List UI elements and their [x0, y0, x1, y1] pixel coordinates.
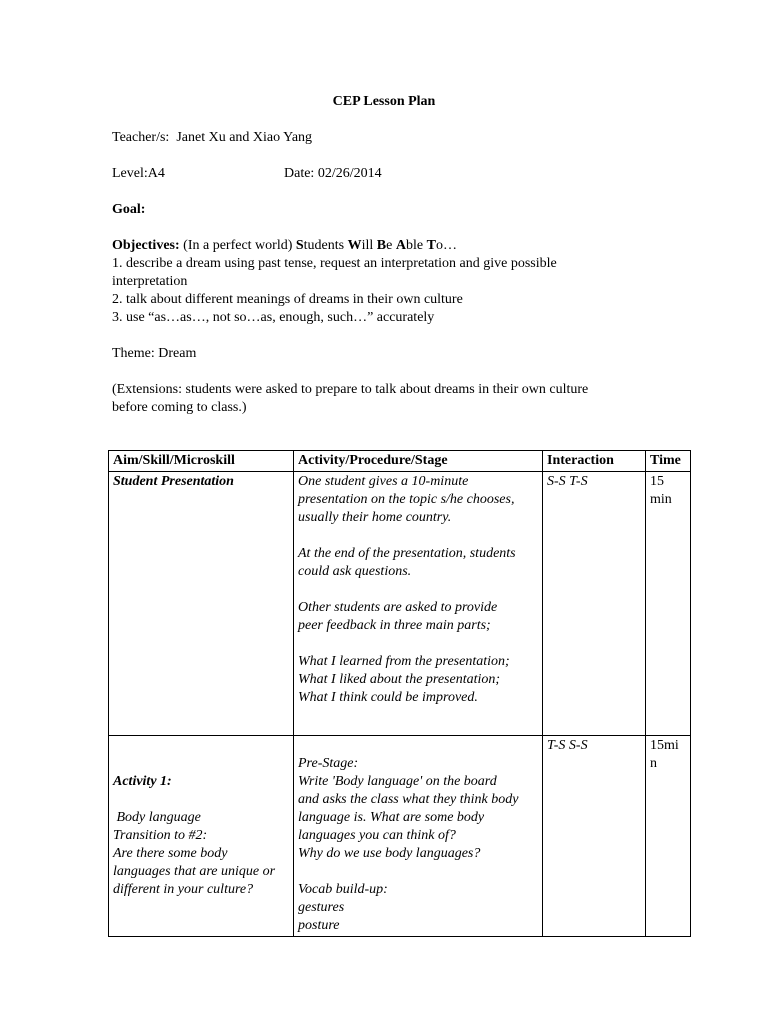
time-line: 15mi	[650, 738, 679, 753]
aim-line: different in your culture?	[113, 882, 254, 897]
objectives-intro: (In a perfect world)	[179, 238, 296, 253]
activity-line: Vocab build-up:	[298, 882, 388, 897]
swbat-rest: ble	[405, 238, 427, 253]
aim-line: languages that are unique or	[113, 864, 276, 879]
lesson-table	[108, 450, 691, 937]
aim-line: Transition to #2:	[113, 828, 208, 843]
activity-line: peer feedback in three main parts;	[298, 618, 491, 633]
teacher-value: Janet Xu and Xiao Yang	[176, 130, 313, 145]
level-value: A4	[147, 166, 165, 181]
activity-line: At the end of the presentation, students	[298, 546, 516, 561]
teacher-line	[112, 129, 312, 147]
header-activity: Activity/Procedure/Stage	[294, 451, 543, 472]
objective-item: 1. describe a dream using past tense, request an interpretation and give possible	[112, 256, 557, 271]
aim-line: Body language	[113, 810, 201, 825]
goal-label: Goal:	[112, 202, 146, 217]
table-header-row	[109, 451, 691, 472]
activity-line: and asks the class what they think body	[298, 792, 519, 807]
date-line	[284, 165, 382, 183]
activity-line: What I liked about the presentation;	[298, 672, 501, 687]
time-line: min	[650, 492, 672, 507]
activity-line: Pre-Stage:	[298, 756, 359, 771]
row1-time	[646, 472, 691, 736]
swbat-rest: ill	[361, 238, 377, 253]
row1-interaction: S-S T-S	[543, 472, 646, 736]
swbat-letter: B	[376, 238, 387, 253]
page-title: CEP Lesson Plan	[332, 94, 436, 109]
teacher-label: Teacher/s:	[112, 130, 170, 145]
time-line: n	[650, 756, 657, 771]
aim-line: Are there some body	[113, 846, 228, 861]
objective-item: 3. use “as…as…, not so…as, enough, such…” accurately	[112, 310, 435, 325]
header-aim: Aim/Skill/Microskill	[109, 451, 294, 472]
activity-line: language is. What are some body	[298, 810, 485, 825]
level-label: Level:	[112, 166, 148, 181]
activity-line: languages you can think of?	[298, 828, 456, 843]
swbat-rest: o…	[435, 238, 457, 253]
activity-title: Activity 1:	[113, 774, 172, 789]
table-row	[109, 736, 691, 937]
date-label: Date:	[284, 166, 315, 181]
activity-line: posture	[298, 918, 340, 933]
objective-item: 2. talk about different meanings of dreams in their own culture	[112, 292, 463, 307]
date-value: 02/26/2014	[317, 166, 382, 181]
header-interaction: Interaction	[543, 451, 646, 472]
activity-line: What I think could be improved.	[298, 690, 478, 705]
extensions-line: before coming to class.)	[112, 400, 247, 415]
activity-line: gestures	[298, 900, 345, 915]
swbat-letter: W	[347, 238, 362, 253]
theme-line: Theme: Dream	[112, 346, 197, 361]
objectives-label: Objectives:	[112, 238, 180, 253]
objectives-line	[112, 237, 457, 255]
activity-line: One student gives a 10-minute	[298, 474, 469, 489]
table-row	[109, 472, 691, 736]
objective-item: interpretation	[112, 274, 188, 289]
activity-line: Why do we use body languages?	[298, 846, 481, 861]
header-time: Time	[646, 451, 691, 472]
swbat-letter: T	[426, 238, 436, 253]
swbat-letter: S	[295, 238, 304, 253]
swbat-rest: tudents	[303, 238, 348, 253]
row2-time	[646, 736, 691, 937]
activity-line: usually their home country.	[298, 510, 452, 525]
row1-aim: Student Presentation	[109, 472, 294, 736]
row2-aim	[109, 736, 294, 937]
time-line: 15	[650, 474, 664, 489]
row2-interaction: T-S S-S	[543, 736, 646, 937]
row2-activity	[294, 736, 543, 937]
activity-line: Write 'Body language' on the board	[298, 774, 497, 789]
level-line	[112, 165, 165, 183]
activity-line: could ask questions.	[298, 564, 412, 579]
swbat-letter: A	[395, 238, 406, 253]
activity-line: presentation on the topic s/he chooses,	[298, 492, 515, 507]
activity-line: What I learned from the presentation;	[298, 654, 510, 669]
activity-line: Other students are asked to provide	[298, 600, 498, 615]
extensions-line: (Extensions: students were asked to prepare to talk about dreams in their own culture	[112, 382, 589, 397]
row1-activity	[294, 472, 543, 736]
swbat-rest: e	[386, 238, 396, 253]
